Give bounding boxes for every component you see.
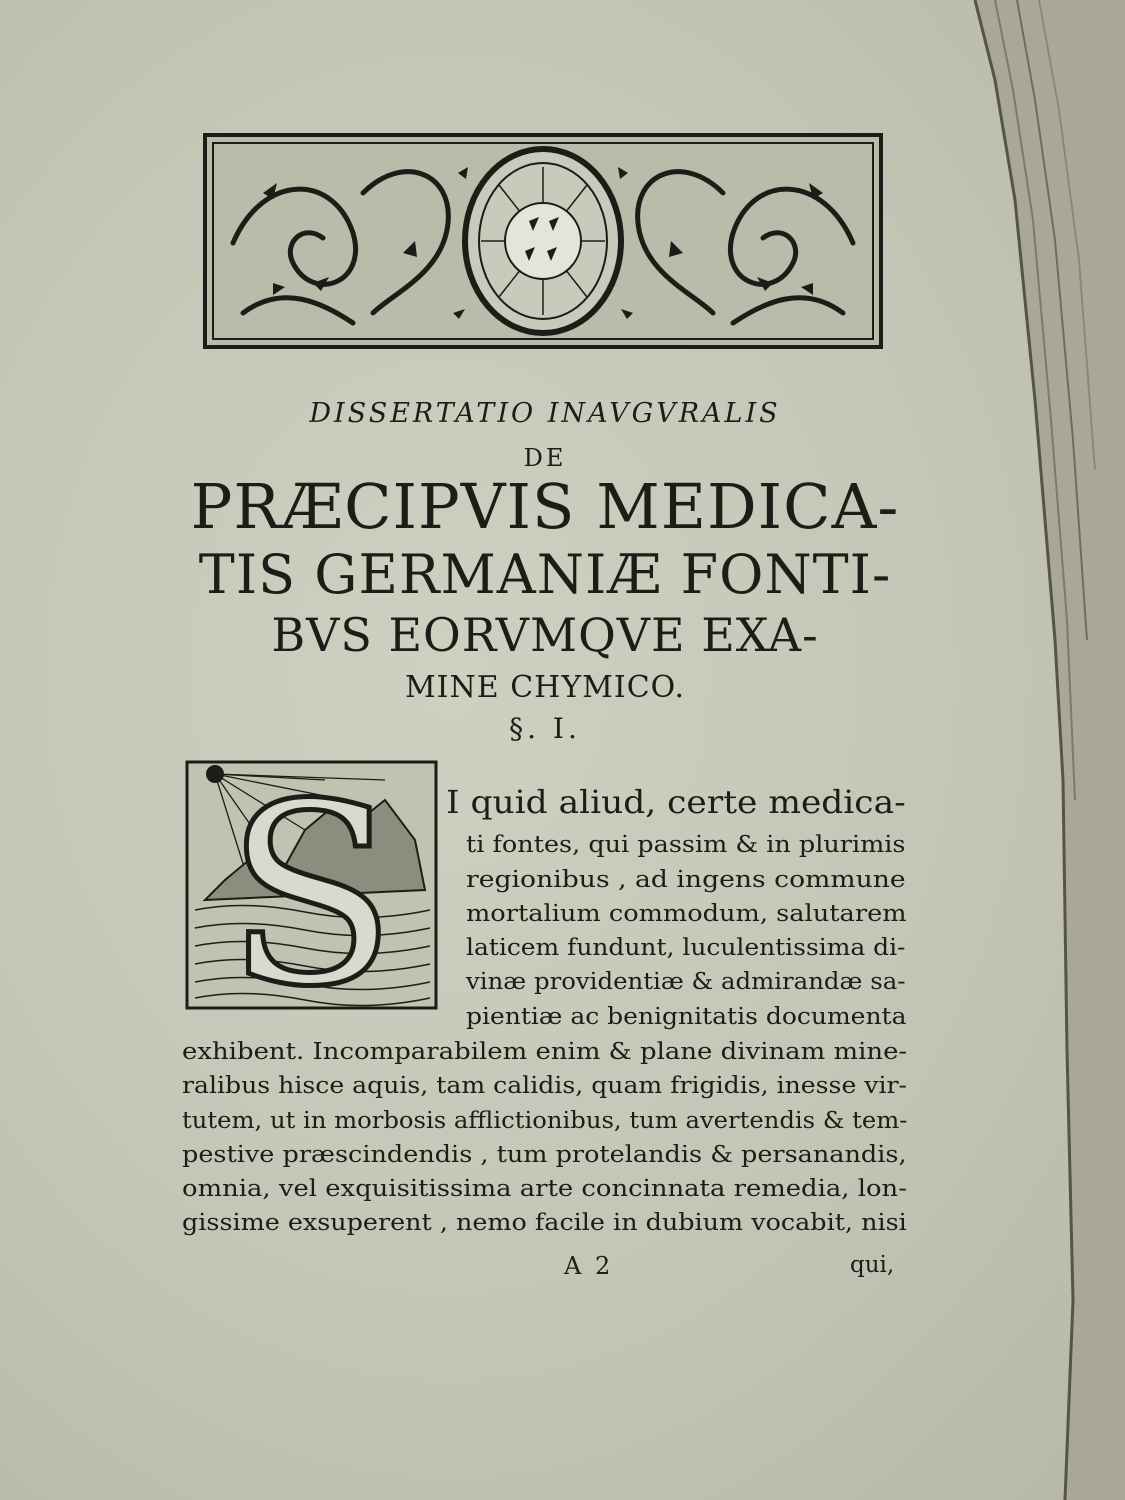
body-line-6: vinæ providentiæ & admirandæ sa- — [466, 969, 906, 995]
body-line-11: pestive præscindendis , tum protelandis & persanandis, — [182, 1142, 907, 1168]
signature-mark: A 2 — [564, 1252, 614, 1280]
body-line-7: pientiæ ac benignitatis documenta — [466, 1004, 907, 1030]
section-number: §. I. — [509, 712, 581, 745]
headpiece-ornament-icon — [203, 133, 883, 349]
dissertation-subtitle: DISSERTATIO INAVGVRALIS — [309, 398, 781, 429]
body-line-3: regionibus , ad ingens commune — [466, 867, 906, 893]
title-line-2: TIS GERMANIÆ FONTI- — [198, 543, 892, 606]
body-line-1: I quid aliud, certe medica- — [446, 783, 906, 821]
body-line-9: ralibus hisce aquis, tam calidis, quam frigidis, inesse vir- — [182, 1073, 908, 1099]
title-line-3: BVS EORVMQVE EXA- — [271, 608, 819, 662]
page-edge-icon — [955, 0, 1125, 1500]
body-line-8: exhibent. Incomparabilem enim & plane divinam mine- — [182, 1039, 908, 1065]
title-line-1: PRÆCIPVIS MEDICA- — [190, 470, 900, 543]
catchword: qui, — [850, 1252, 895, 1278]
decorated-initial-icon — [185, 760, 438, 1010]
body-line-2: ti fontes, qui passim & in plurimis — [466, 832, 906, 858]
body-line-4: mortalium commodum, salutarem — [466, 901, 907, 927]
body-line-12: omnia, vel exquisitissima arte concinnata remedia, lon- — [182, 1176, 907, 1202]
title-preposition: DE — [523, 444, 567, 472]
initial-letter: S — [225, 760, 397, 1010]
body-line-13: gissime exsuperent , nemo facile in dubium vocabit, nisi — [182, 1210, 907, 1236]
body-line-5: laticem fundunt, luculentissima di- — [466, 935, 906, 961]
title-line-4: MINE CHYMICO. — [404, 670, 686, 705]
body-line-10: tutem, ut in morbosis afflictionibus, tum avertendis & tem- — [182, 1108, 908, 1134]
